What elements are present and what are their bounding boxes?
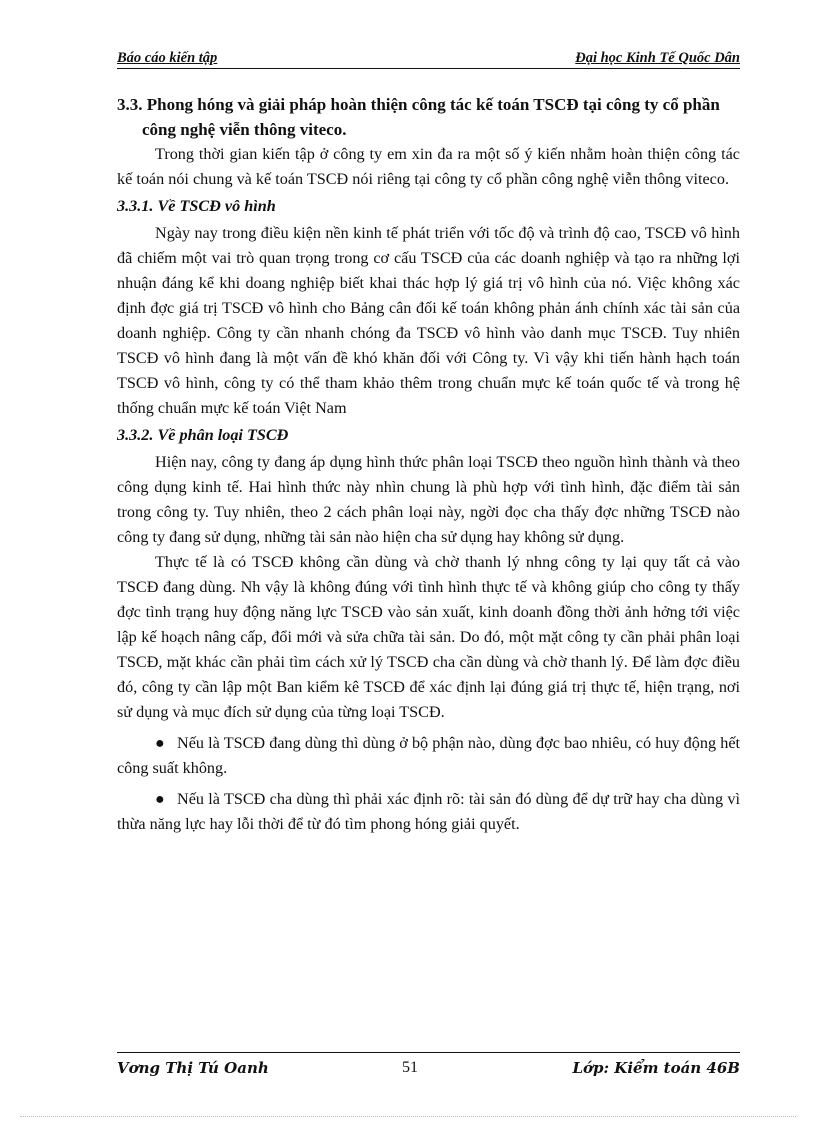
bullet-icon: ● xyxy=(155,735,165,752)
header-university: Đại học Kinh Tế Quốc Dân xyxy=(575,50,740,66)
subsection-heading-classification: 3.3.2. Về phân loại TSCĐ xyxy=(117,426,289,444)
header-report-title: Báo cáo kiến tập xyxy=(117,50,218,66)
classification-paragraph-1: Hiện nay, công ty đang áp dụng hình thức phân loại TSCĐ theo nguồn hình thành và theo công dụng kinh tế. Hai hình thức này nhìn chung là phù hợp với tình hình, đặc điểm tài sản trong công ty. Tuy nhiên, theo 2 cách phân loại này, ngời đọc cha thấy đợc những TSCĐ nào công ty đang sử dụng, những tài sản nào hiện cha sử dụng hay không sử dụng. xyxy=(117,453,740,546)
page-header xyxy=(117,50,740,69)
footer-class: Lớp: Kiểm toán 46B xyxy=(572,1059,740,1077)
bullet-text: Nếu là TSCĐ cha dùng thì phải xác định rõ: tài sản đó dùng để dự trữ hay cha dùng vì thừa năng lực hay lỗi thời để từ đó tìm phong hóng giải quyết. xyxy=(117,790,740,833)
bullet-item xyxy=(117,787,740,837)
bullet-icon: ● xyxy=(155,791,165,808)
bullet-text: Nếu là TSCĐ đang dùng thì dùng ở bộ phận nào, dùng đợc bao nhiêu, có huy động hết công suất không. xyxy=(117,734,740,777)
page-footer xyxy=(117,1052,740,1079)
page-bottom-divider xyxy=(20,1116,796,1117)
page-number: 51 xyxy=(402,1059,418,1076)
classification-paragraph-2: Thực tế là có TSCĐ không cần dùng và chờ thanh lý nhng công ty lại quy tất cả vào TSCĐ đang dùng. Nh vậy là không đúng với tình hình thực tế và không giúp cho công ty thấy đợc tình trạng huy động năng lực TSCĐ vào sản xuất, kinh doanh đồng thời ảnh hởng tới việc lập kế hoạch nâng cấp, đổi mới và sửa chữa tài sản. Do đó, một mặt công ty cần phải phân loại TSCĐ, mặt khác cần phải tìm cách xử lý TSCĐ cha cần dùng và chờ thanh lý. Để làm đợc điều đó, công ty cần lập một Ban kiểm kê TSCĐ để xác định lại đúng giá trị thực tế, hiện trạng, nơi sử dụng và mục đích sử dụng của từng loại TSCĐ. xyxy=(117,553,740,721)
subsection-intangible-paragraph: Ngày nay trong điều kiện nền kinh tế phát triển với tốc độ và trình độ cao, TSCĐ vô hình đã chiếm một vai trò quan trọng trong cơ cấu TSCĐ của các doanh nghiệp và tạo ra những lợi nhuận đáng kể khi doang nghiệp biết khai thác hợp lý giá trị vô hình của nó. Việc không xác định đợc giá trị TSCĐ vô hình cho Bảng cân đối kế toán không phản ánh chính xác tài sản của doanh nghiệp. Công ty cần nhanh chóng đa TSCĐ vô hình vào danh mục TSCĐ. Tuy nhiên TSCĐ vô hình đang là một vấn đề khó khăn đối với Công ty. Vì vậy khi tiến hành hạch toán TSCĐ vô hình, công ty có thể tham khảo thêm trong chuẩn mực kế toán quốc tế và trong hệ thống chuẩn mực kế toán Việt Nam xyxy=(117,224,740,417)
bullet-item xyxy=(117,731,740,781)
subsection-heading-intangible: 3.3.1. Về TSCĐ vô hình xyxy=(117,197,276,215)
section-heading: 3.3. Phong hóng và giải pháp hoàn thiện công tác kế toán TSCĐ tại công ty cổ phần công nghệ viễn thông viteco. xyxy=(117,95,720,139)
footer-author: Vơng Thị Tú Oanh xyxy=(117,1059,269,1077)
document-body xyxy=(117,92,740,837)
section-intro: Trong thời gian kiến tập ở công ty em xin đa ra một số ý kiến nhằm hoàn thiện công tác kế toán nói chung và kế toán TSCĐ nói riêng tại công ty cổ phần công nghệ viễn thông viteco. xyxy=(117,145,740,188)
